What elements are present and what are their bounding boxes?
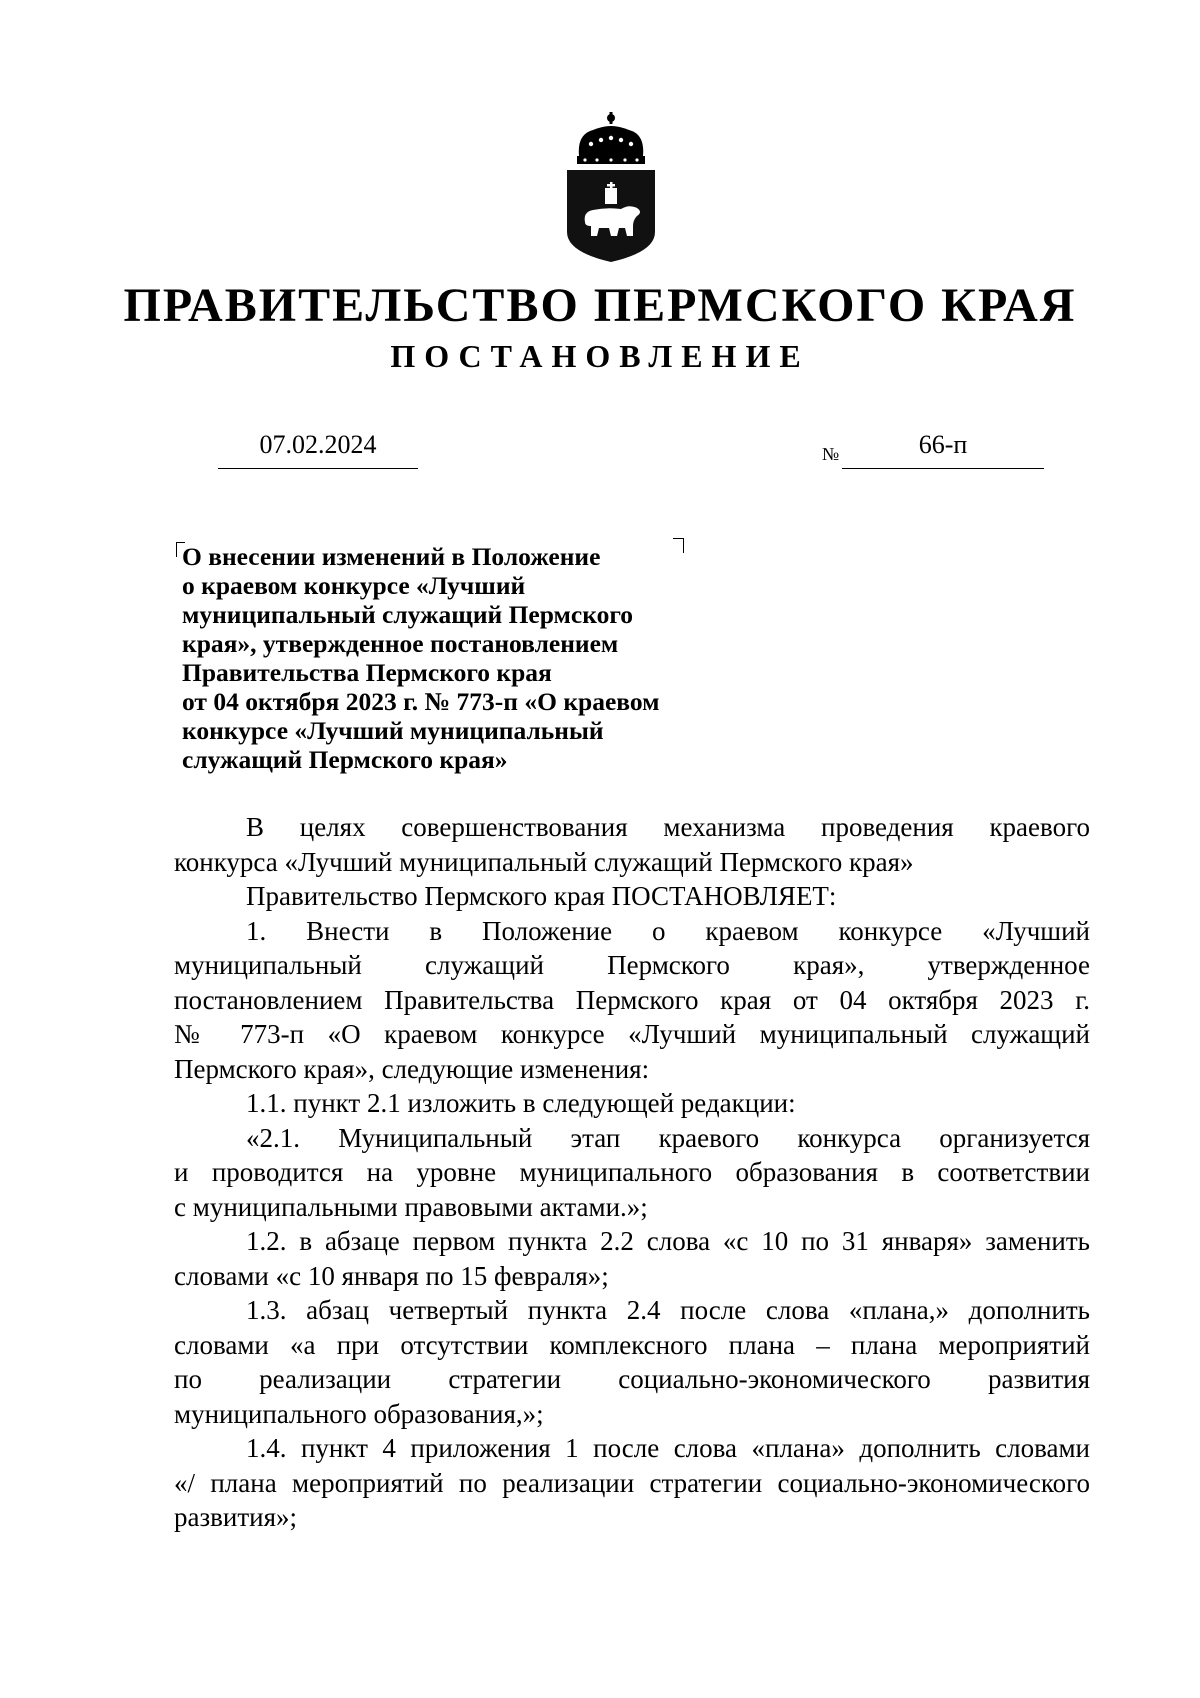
body-line: 1.1. пункт 2.1 изложить в следующей редакции: <box>246 1088 796 1118</box>
body-line: 1. Внести в Положение о краевом конкурсе «Лучший <box>246 915 1090 946</box>
document-date-field <box>218 430 418 469</box>
body-line: конкурса «Лучший муниципальный служащий Пермского края» <box>174 846 914 877</box>
body-line: № 773-п «О краевом конкурсе «Лучший муниципальный служащий <box>174 1019 1090 1049</box>
document-subject <box>182 542 742 774</box>
document-number: 66-п <box>918 430 968 459</box>
body-line: словами «а при отсутствии комплексного плана – плана мероприятий <box>174 1329 1090 1360</box>
document-type: ПОСТАНОВЛЕНИЕ <box>390 338 810 374</box>
body-line: 1.2. в абзаце первом пункта 2.2 слова «с 10 по 31 января» заменить <box>246 1226 1090 1256</box>
body-line: В целях совершенствования механизма проведения краевого <box>246 812 1090 842</box>
subject-line: края», утвержденное постановлением <box>182 629 619 658</box>
body-line: по реализации стратегии социально-экономического развития <box>174 1364 1090 1394</box>
body-line: с муниципальными правовыми актами.»; <box>174 1191 648 1222</box>
body-line: постановлением Правительства Пермского края от 04 октября 2023 г. <box>174 984 1090 1015</box>
body-line: муниципальный служащий Пермского края», утвержденное <box>174 950 1090 980</box>
body-line: Пермского края», следующие изменения: <box>174 1053 650 1084</box>
perm-krai-coat-of-arms-icon <box>563 112 659 262</box>
body-line: словами «с 10 января по 15 февраля»; <box>174 1260 609 1291</box>
document-body <box>174 810 1090 1535</box>
subject-line: конкурсе «Лучший муниципальный <box>182 716 604 745</box>
body-line: 1.3. абзац четвертый пункта 2.4 после слова «плана,» дополнить <box>246 1295 1090 1325</box>
body-line: «/ плана мероприятий по реализации стратегии социально-экономического <box>174 1467 1090 1498</box>
subject-line: от 04 октября 2023 г. № 773-п «О краевом <box>182 687 660 716</box>
body-line: «2.1. Муниципальный этап краевого конкурса организуется <box>246 1122 1090 1153</box>
subject-line: служащий Пермского края» <box>182 745 508 774</box>
body-line: Правительство Пермского края ПОСТАНОВЛЯЕТ: <box>246 881 837 911</box>
subject-line: о краевом конкурсе «Лучший <box>182 571 526 600</box>
body-line: развития»; <box>174 1502 298 1532</box>
subject-line: О внесении изменений в Положение <box>182 542 601 571</box>
body-line: 1.4. пункт 4 приложения 1 после слова «плана» дополнить словами <box>246 1433 1090 1463</box>
document-number-field <box>842 430 1044 469</box>
subject-line: муниципальный служащий Пермского <box>182 600 634 629</box>
subject-line: Правительства Пермского края <box>182 658 552 687</box>
body-line: и проводится на уровне муниципального образования в соответствии <box>174 1157 1090 1187</box>
document-date: 07.02.2024 <box>259 430 377 459</box>
organization-title: ПРАВИТЕЛЬСТВО ПЕРМСКОГО КРАЯ <box>123 279 1077 332</box>
body-line: муниципального образования,»; <box>174 1398 544 1429</box>
number-sign: № <box>822 444 840 464</box>
